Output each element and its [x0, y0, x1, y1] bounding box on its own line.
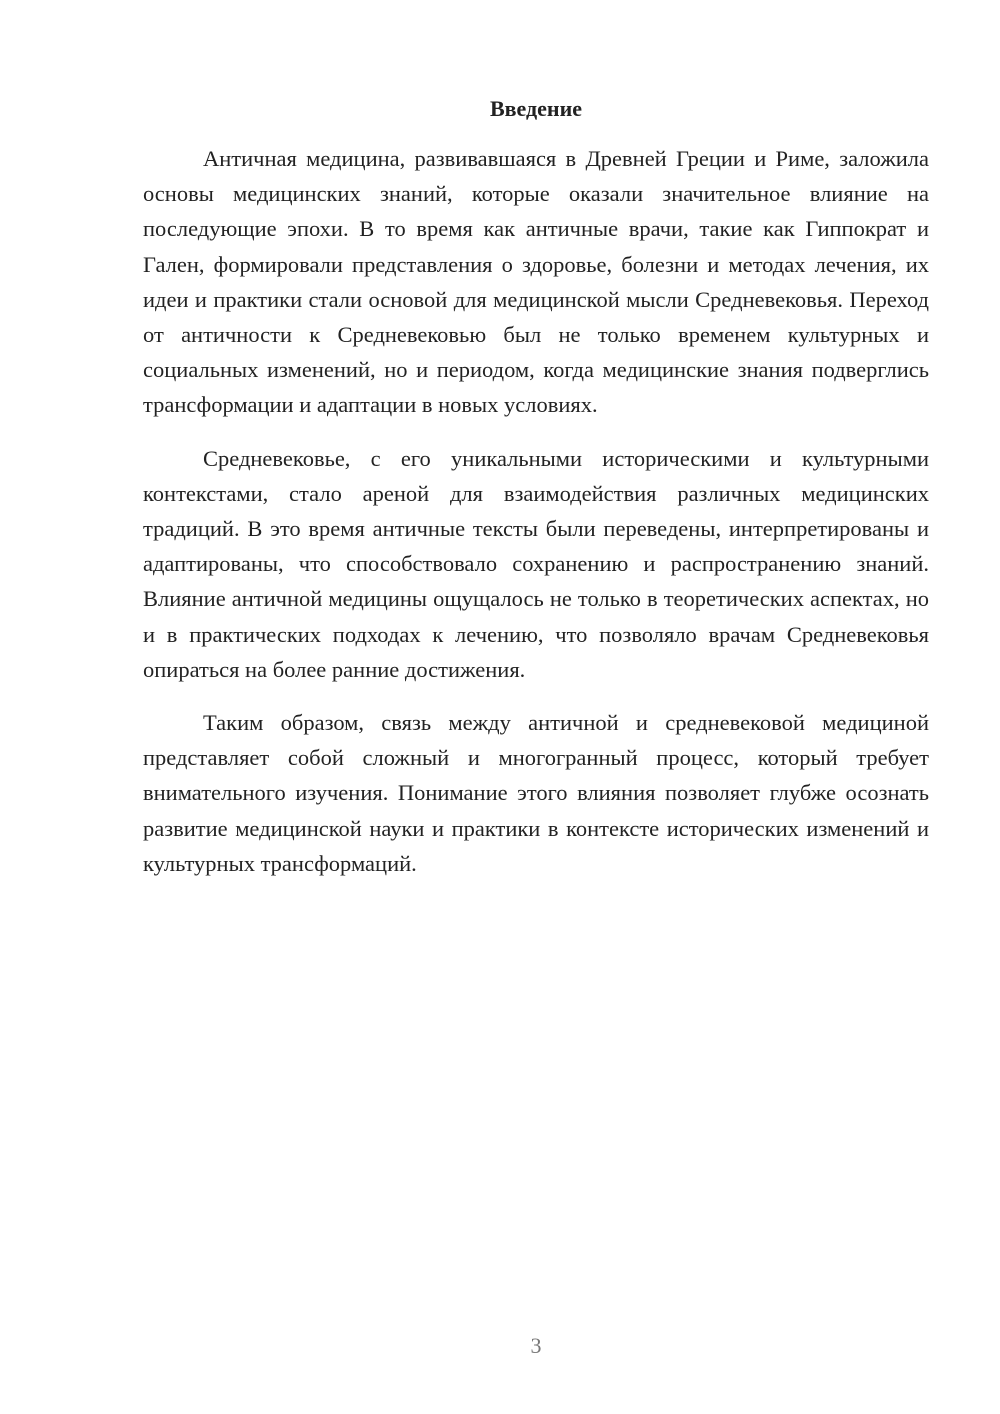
paragraph-2: Средневековье, с его уникальными историческими и культурными контекстами, стало ареной для взаимодействия различных медицинских традиций. В это время античные тексты были переведены, интерпретированы и адаптированы, что способствовало сохранению и распространению знаний. Влияние античной медицины ощущалось не только в теоретических аспектах, но и в практических подходах к лечению, что позволяло врачам Средневековья опираться на более ранние достижения. [143, 445, 929, 682]
paragraph-3: Таким образом, связь между античной и средневековой медициной представляет собой сложный и многогранный процесс, который требует внимательного изучения. Понимание этого влияния позволяет глубже осознать развитие медицинской науки и практики в контексте исторических изменений и культурных трансформаций. [143, 710, 929, 876]
page-number: 3 [530, 1333, 542, 1358]
body-text [143, 141, 929, 899]
section-heading: Введение [489, 96, 583, 121]
paragraph-1: Античная медицина, развивавшаяся в Древней Греции и Риме, заложила основы медицинских знаний, которые оказали значительное влияние на последующие эпохи. В то время как античные врачи, такие как Гиппократ и Гален, формировали представления о здоровье, болезни и методах лечения, их идеи и практики стали основой для медицинской мысли Средневековья. Переход от античности к Средневековью был не только временем культурных и социальных изменений, но и периодом, когда медицинские знания подверглись трансформации и адаптации в новых условиях. [143, 146, 929, 418]
